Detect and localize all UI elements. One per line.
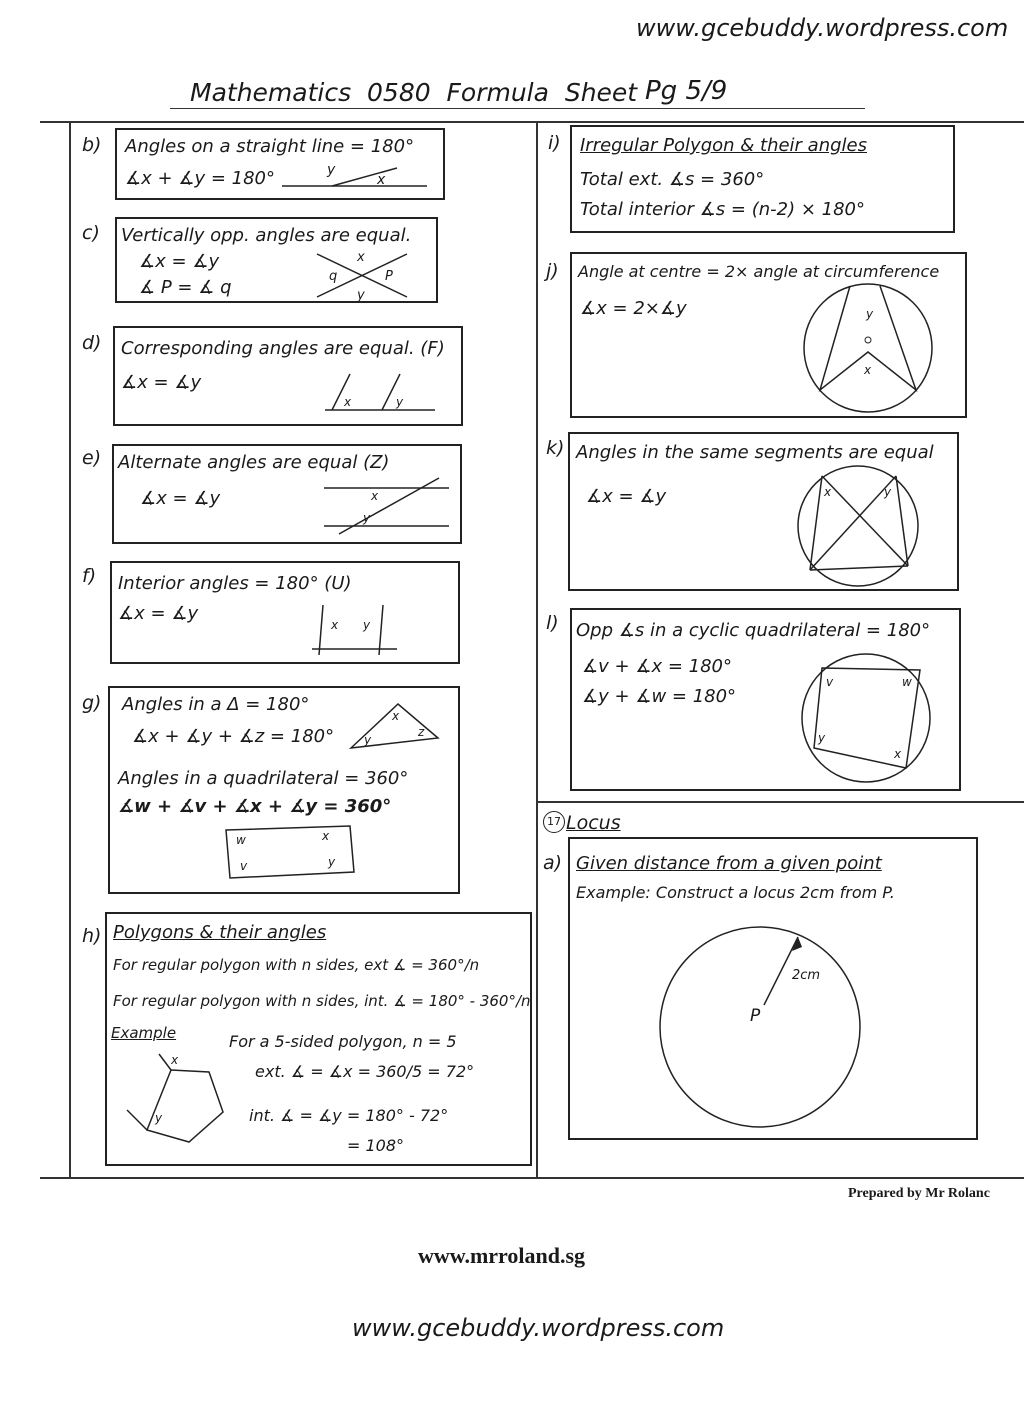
fig-g-ty: y (364, 733, 372, 747)
quad-formula: ∡w + ∡v + ∡x + ∡y = 360° (118, 796, 392, 817)
fig-j-y: y (866, 307, 874, 321)
bottom-rule (40, 1177, 1024, 1179)
alternate-figure (319, 474, 459, 536)
label-c: c) (82, 222, 100, 244)
quad-rule: Angles in a quadrilateral = 360° (118, 768, 409, 789)
fig-l-w: w (902, 675, 912, 689)
locus-example: Example: Construct a locus 2cm from P. (576, 883, 895, 902)
box-angle-centre (570, 252, 967, 418)
box-straight-line (115, 128, 445, 200)
irregular-int: Total interior ∡s = (n-2) × 180° (580, 199, 865, 220)
fig-k-x: x (824, 485, 832, 499)
fig-k-y: y (884, 485, 892, 499)
locus-rule (538, 801, 1024, 803)
triangle-figure (346, 698, 446, 754)
fig-d-x: x (344, 395, 352, 409)
box-irregular-polygon (570, 125, 955, 233)
page-number: Pg 5/9 (645, 76, 728, 106)
straight-line-figure (277, 160, 437, 196)
title-underline (170, 108, 865, 109)
vert-opp-rule: Vertically opp. angles are equal. (121, 225, 412, 246)
fig-f-y: y (363, 618, 371, 632)
vert-opp-formula-1: ∡x = ∡y (139, 251, 220, 272)
vert-opp-figure (307, 249, 417, 301)
label-i: i) (548, 132, 561, 154)
example-line-4: = 108° (347, 1136, 405, 1155)
polygon-ext-rule: For regular polygon with n sides, ext ∡ = 360°/n (113, 956, 480, 974)
straight-line-rule: Angles on a straight line = 180° (125, 136, 415, 157)
box-triangle-quad (108, 686, 460, 894)
fig-g-tz: z (418, 725, 425, 739)
straight-line-formula: ∡x + ∡y = 180° (125, 168, 275, 189)
fig-b-x: x (377, 172, 386, 188)
corresponding-figure (320, 368, 440, 414)
box-same-segment (568, 432, 959, 591)
circle-centre-figure (794, 278, 942, 418)
middle-vertical (536, 121, 538, 1178)
fig-b-y: y (327, 162, 336, 178)
locus-rule: Given distance from a given point (576, 853, 882, 874)
cyclic-formula-2: ∡y + ∡w = 180° (582, 686, 737, 707)
left-vertical (69, 121, 71, 1178)
fig-g-qw: w (236, 833, 246, 847)
fig-locus-r: 2cm (792, 968, 821, 983)
corresponding-rule: Corresponding angles are equal. (F) (121, 338, 445, 359)
quadrilateral-figure (218, 822, 358, 882)
interior-formula: ∡x = ∡y (118, 603, 199, 624)
fig-h-y: y (155, 1111, 163, 1125)
fig-g-qv: v (240, 859, 248, 873)
interior-figure (307, 599, 407, 657)
label-e: e) (82, 447, 102, 469)
label-d: d) (82, 332, 102, 354)
fig-c-x: x (357, 250, 365, 265)
locus-circle-figure (634, 925, 894, 1131)
site-link: www.mrroland.sg (418, 1243, 586, 1268)
fig-d-y: y (396, 395, 404, 409)
label-j: j) (546, 260, 559, 282)
box-alternate (112, 444, 462, 544)
bottom-url: www.gcebuddy.wordpress.com (352, 1314, 725, 1342)
sheet-title: Mathematics 0580 Formula Sheet (190, 78, 638, 107)
prepared-by: Prepared by Mr Rolanc (848, 1186, 990, 1201)
same-segment-rule: Angles in the same segments are equal (576, 442, 934, 463)
fig-l-y: y (818, 731, 826, 745)
fig-l-v: v (826, 675, 834, 689)
fig-c-y: y (357, 288, 365, 301)
locus-title: Locus (566, 812, 621, 834)
angle-centre-rule: Angle at centre = 2× angle at circumference (578, 262, 940, 281)
box-cyclic-quad (570, 608, 961, 791)
box-corresponding (113, 326, 463, 426)
fig-c-q: q (329, 269, 338, 284)
fig-g-tx: x (392, 709, 400, 723)
box-vertically-opposite (115, 217, 438, 303)
fig-locus-p: P (750, 1006, 761, 1026)
top-rule (40, 121, 1024, 123)
fig-e-x: x (371, 489, 379, 503)
box-locus (568, 837, 978, 1140)
triangle-rule: Angles in a Δ = 180° (122, 694, 310, 715)
label-h: h) (82, 925, 102, 947)
locus-number-badge: 17 (543, 811, 565, 833)
fig-c-p: P (385, 269, 393, 284)
angle-centre-formula: ∡x = 2×∡y (580, 298, 687, 319)
fig-e-y: y (363, 511, 371, 525)
fig-j-x: x (864, 363, 872, 377)
example-line-1: For a 5-sided polygon, n = 5 (229, 1032, 457, 1051)
pentagon-figure (119, 1050, 229, 1154)
interior-rule: Interior angles = 180° (U) (118, 573, 352, 594)
fig-g-qx: x (322, 829, 330, 843)
cyclic-formula-1: ∡v + ∡x = 180° (582, 656, 732, 677)
irregular-title: Irregular Polygon & their angles (580, 135, 867, 156)
cyclic-rule: Opp ∡s in a cyclic quadrilateral = 180° (576, 620, 931, 641)
box-polygons (105, 912, 532, 1166)
fig-g-qy: y (328, 855, 336, 869)
label-b: b) (82, 134, 102, 156)
label-g: g) (82, 692, 102, 714)
fig-f-x: x (331, 618, 339, 632)
fig-h-x: x (171, 1053, 179, 1067)
vert-opp-formula-2: ∡ P = ∡ q (139, 277, 232, 298)
fig-l-x: x (894, 747, 902, 761)
same-segment-formula: ∡x = ∡y (586, 486, 667, 507)
label-k: k) (546, 437, 565, 459)
example-line-3: int. ∡ = ∡y = 180° - 72° (249, 1106, 449, 1125)
triangle-formula: ∡x + ∡y + ∡z = 180° (132, 726, 335, 747)
polygon-int-rule: For regular polygon with n sides, int. ∡ = 180° - 360°/n (113, 992, 531, 1010)
top-url: www.gcebuddy.wordpress.com (636, 14, 1009, 42)
alternate-rule: Alternate angles are equal (Z) (118, 452, 390, 473)
example-heading: Example (111, 1024, 177, 1042)
label-f: f) (82, 565, 97, 587)
box-interior (110, 561, 460, 664)
cyclic-quad-figure (794, 650, 936, 786)
label-locus-a: a) (543, 852, 563, 874)
label-l: l) (546, 612, 559, 634)
corresponding-formula: ∡x = ∡y (121, 372, 202, 393)
example-line-2: ext. ∡ = ∡x = 360/5 = 72° (255, 1062, 475, 1081)
alternate-formula: ∡x = ∡y (140, 488, 221, 509)
polygons-title: Polygons & their angles (113, 922, 327, 943)
irregular-ext: Total ext. ∡s = 360° (580, 169, 765, 190)
circle-segment-figure (792, 462, 926, 590)
